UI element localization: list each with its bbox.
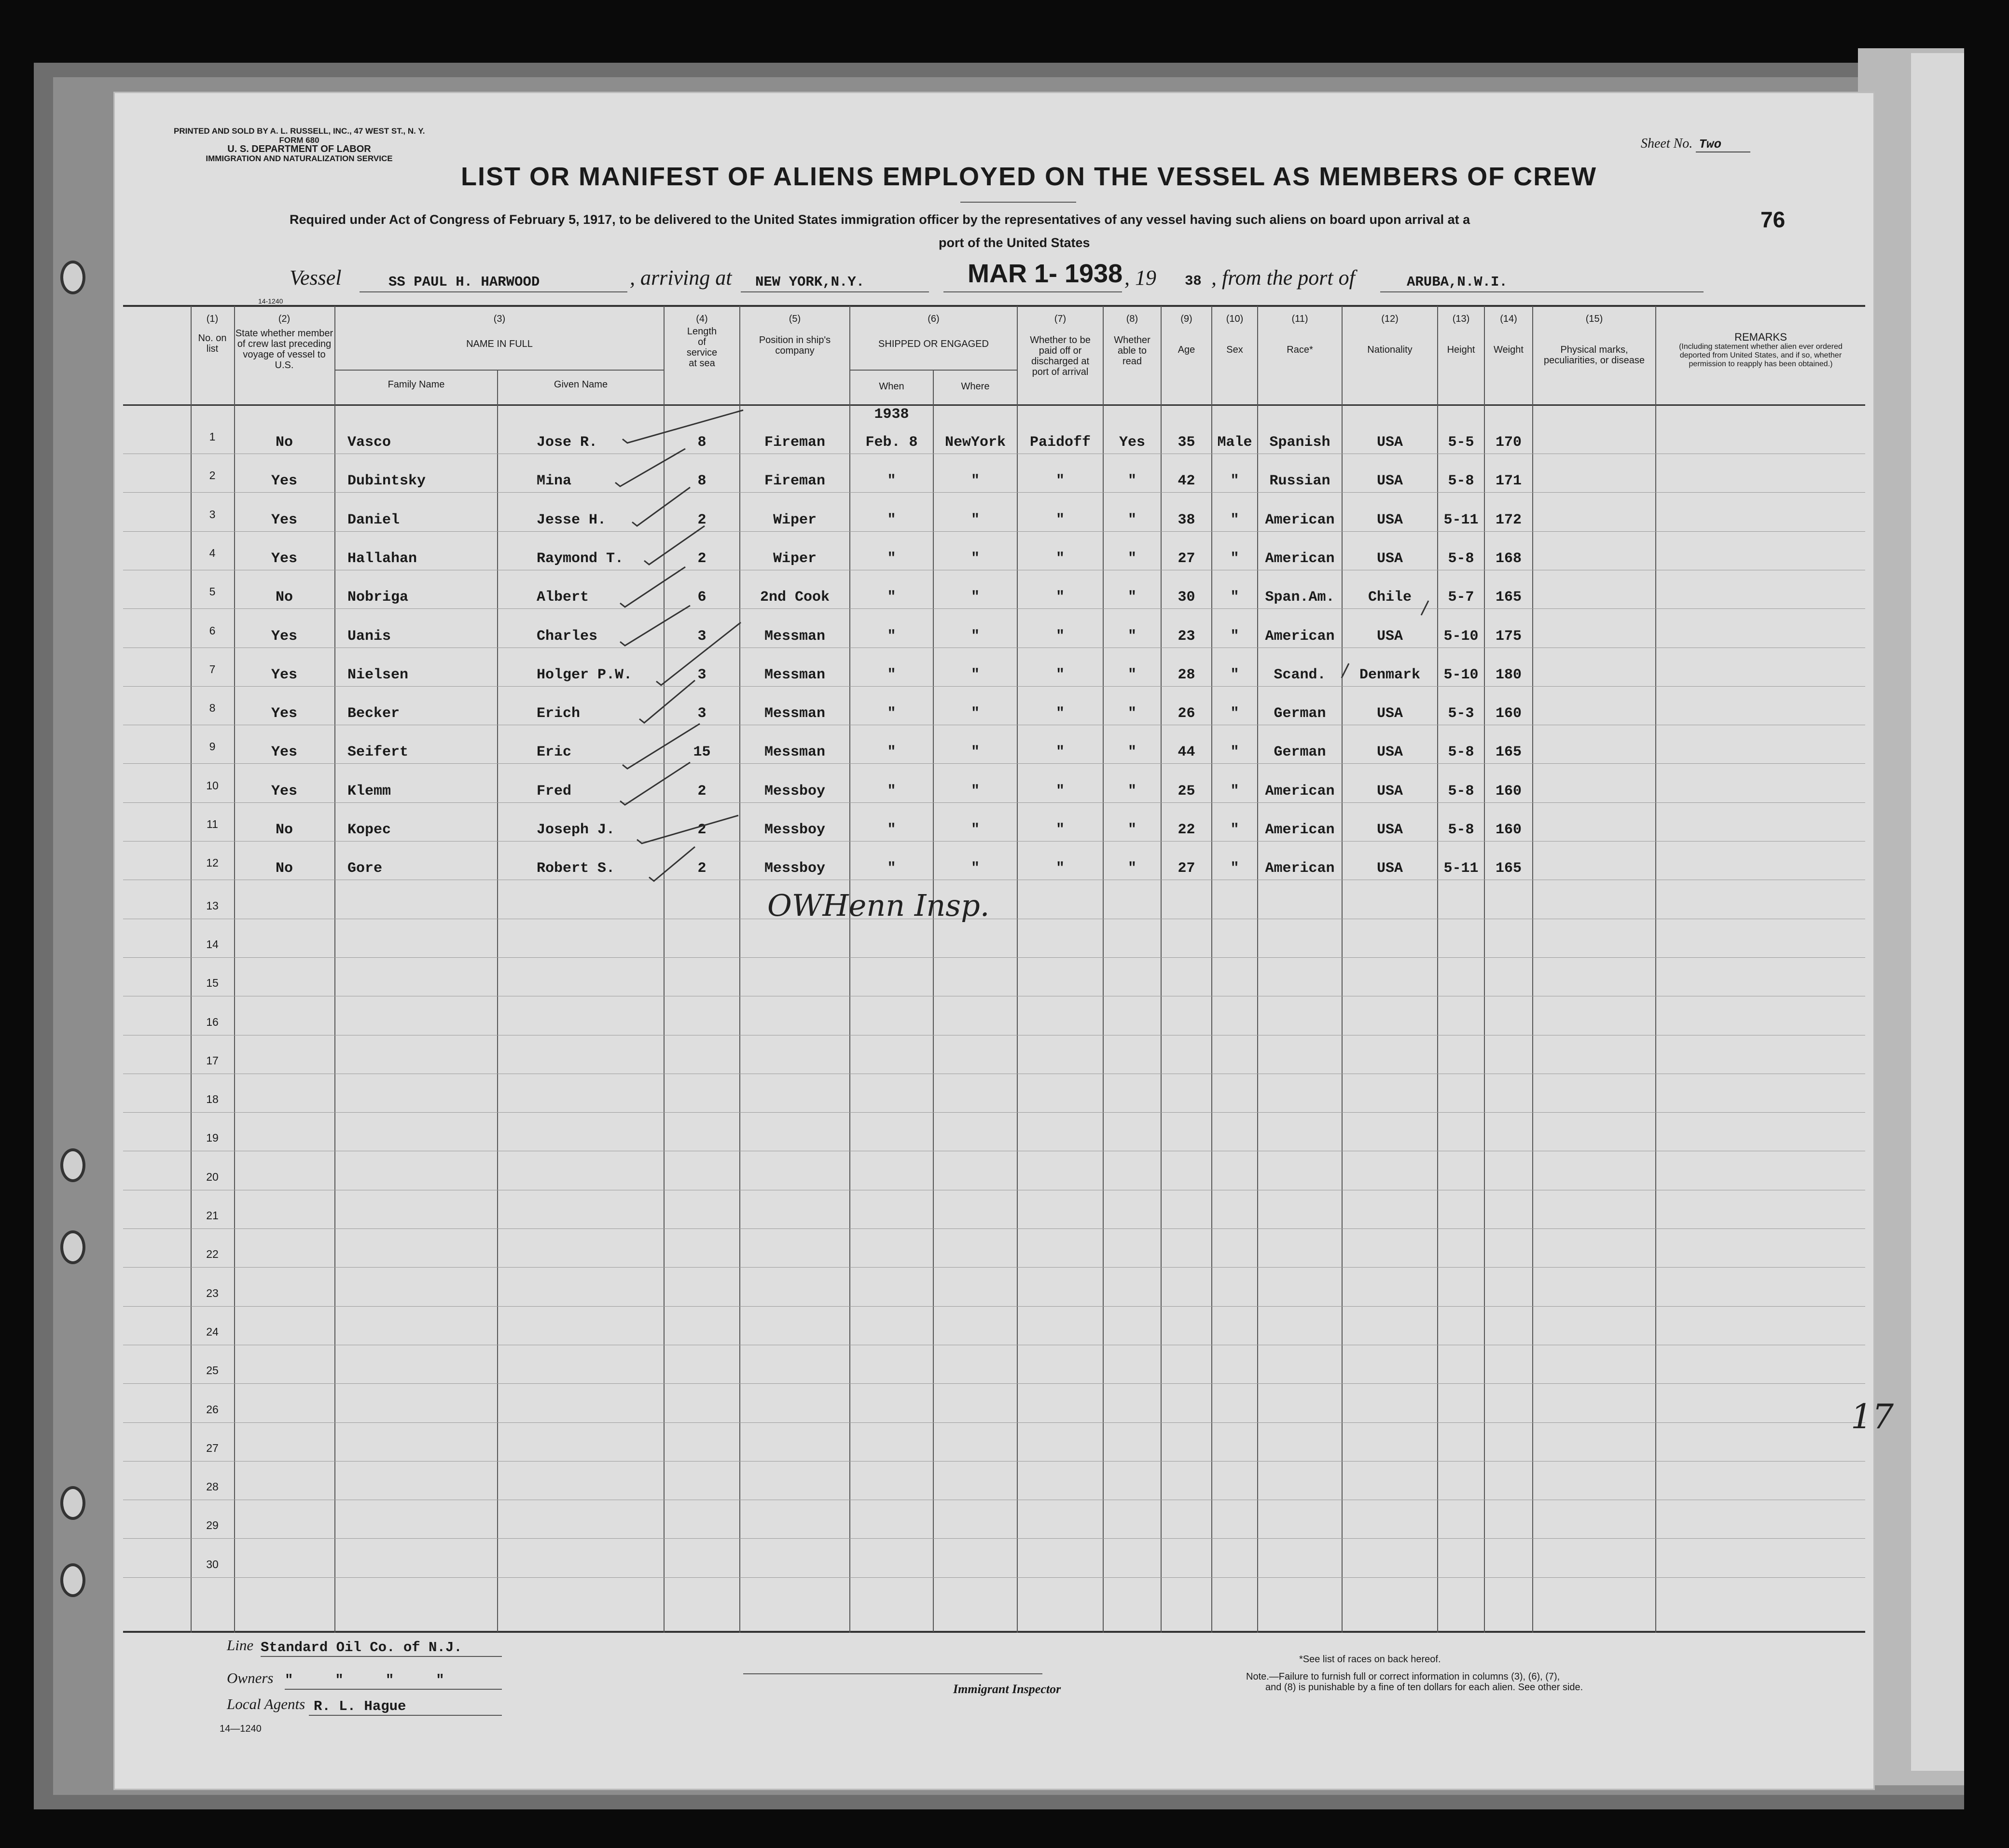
row-number: 15 bbox=[206, 977, 219, 989]
cell-service: 2 bbox=[697, 551, 707, 567]
cell-when: " bbox=[887, 744, 896, 760]
cell-read: " bbox=[1127, 512, 1136, 528]
cell-height: 5-10 bbox=[1443, 667, 1479, 683]
agents-value: R. L. Hague bbox=[314, 1698, 406, 1714]
cell-age: 25 bbox=[1178, 783, 1195, 800]
cell-when: " bbox=[887, 783, 896, 800]
col-header-given-name: Given Name bbox=[554, 379, 608, 390]
cell-nationality: USA bbox=[1376, 744, 1403, 760]
cell-given: Jesse H. bbox=[537, 512, 607, 528]
cell-service: 3 bbox=[697, 667, 707, 683]
cell-nationality: USA bbox=[1376, 822, 1403, 838]
cell-age: 28 bbox=[1178, 667, 1195, 683]
cell-age: 35 bbox=[1178, 434, 1195, 451]
cell-height: 5-11 bbox=[1443, 860, 1479, 877]
cell-height: 5-8 bbox=[1448, 473, 1474, 489]
cell-paid: " bbox=[1055, 628, 1065, 645]
cell-no: 11 bbox=[207, 818, 218, 830]
cell-given: Joseph J. bbox=[537, 822, 615, 838]
cell-where: " bbox=[970, 705, 980, 722]
col-header-family-name: Family Name bbox=[388, 379, 445, 390]
col-header-where: Where bbox=[961, 381, 990, 392]
cell-read: " bbox=[1127, 589, 1136, 606]
cell-nationality: USA bbox=[1376, 705, 1403, 722]
cell-read: Yes bbox=[1119, 434, 1145, 451]
cell-race: American bbox=[1265, 551, 1335, 567]
cell-where: " bbox=[970, 589, 980, 606]
cell-weight: 165 bbox=[1495, 744, 1522, 760]
col-header-7: (7) Whether to be paid off or discharged at port of arrival bbox=[1030, 314, 1091, 377]
owners-value: " " " " bbox=[285, 1672, 444, 1688]
shipped-year-note: 1938 bbox=[874, 406, 909, 423]
year-value: 38 bbox=[1185, 273, 1202, 289]
cell-position: Messboy bbox=[764, 783, 826, 800]
cell-height: 5-5 bbox=[1448, 434, 1474, 451]
cell-read: " bbox=[1127, 551, 1136, 567]
cell-service: 2 bbox=[697, 512, 707, 528]
cell-family: Kopec bbox=[347, 822, 391, 838]
cell-position: Wiper bbox=[773, 551, 817, 567]
cell-given: Mina bbox=[537, 473, 572, 489]
cell-sex: " bbox=[1230, 783, 1239, 800]
col-header-6: (6) SHIPPED OR ENGAGED bbox=[878, 314, 989, 349]
cell-service: 2 bbox=[697, 822, 707, 838]
cell-family: Klemm bbox=[347, 783, 391, 800]
cell-height: 5-8 bbox=[1448, 822, 1474, 838]
cell-age: 27 bbox=[1178, 860, 1195, 877]
cell-where: " bbox=[970, 628, 980, 645]
row-number: 24 bbox=[206, 1325, 219, 1338]
form-code-top: 14-1240 bbox=[258, 297, 283, 305]
row-number: 27 bbox=[206, 1442, 219, 1454]
date-stamp: MAR 1- 1938 bbox=[968, 259, 1123, 288]
cell-prev: No bbox=[275, 434, 293, 451]
cell-given: Albert bbox=[537, 589, 589, 606]
cell-weight: 160 bbox=[1495, 783, 1522, 800]
cell-no: 10 bbox=[206, 779, 219, 792]
departure-port: ARUBA,N.W.I. bbox=[1407, 274, 1508, 290]
cell-where: " bbox=[970, 512, 980, 528]
col-header-2: (2) State whether member of crew last preceding voyage of vessel to U.S. bbox=[235, 314, 333, 371]
cell-prev: Yes bbox=[271, 628, 297, 645]
row-number: 23 bbox=[206, 1287, 219, 1299]
owners-label: Owners bbox=[227, 1669, 274, 1686]
cell-service: 8 bbox=[697, 434, 707, 451]
cell-prev: Yes bbox=[271, 783, 297, 800]
cell-when: " bbox=[887, 512, 896, 528]
cell-read: " bbox=[1127, 667, 1136, 683]
cell-weight: 170 bbox=[1495, 434, 1522, 451]
form-code: 14—1240 bbox=[220, 1724, 262, 1734]
cell-family: Gore bbox=[347, 860, 383, 877]
cell-height: 5-10 bbox=[1443, 628, 1479, 645]
from-port-label: , from the port of bbox=[1211, 266, 1355, 290]
cell-family: Seifert bbox=[347, 744, 409, 760]
cell-age: 44 bbox=[1178, 744, 1195, 760]
col-header-15: (15) Physical marks, peculiarities, or disease bbox=[1544, 314, 1645, 366]
cell-sex: " bbox=[1230, 589, 1239, 606]
page-number: 76 bbox=[1760, 207, 1786, 232]
cell-height: 5-3 bbox=[1448, 705, 1474, 722]
col-header-9: (9) Age bbox=[1178, 314, 1195, 355]
cell-no: 4 bbox=[209, 547, 216, 559]
cell-service: 3 bbox=[697, 705, 707, 722]
cell-weight: 160 bbox=[1495, 822, 1522, 838]
cell-given: Fred bbox=[537, 783, 572, 800]
cell-prev: Yes bbox=[271, 667, 297, 683]
cell-prev: No bbox=[275, 589, 293, 606]
col-header-3: (3) NAME IN FULL bbox=[466, 314, 533, 349]
cell-where: " bbox=[970, 860, 980, 877]
col-header-5: (5) Position in ship's company bbox=[759, 314, 831, 356]
cell-sex: " bbox=[1230, 628, 1239, 645]
vessel-name: SS PAUL H. HARWOOD bbox=[388, 274, 540, 290]
cell-family: Nielsen bbox=[347, 667, 409, 683]
cell-race: German bbox=[1274, 744, 1326, 760]
cell-paid: " bbox=[1055, 589, 1065, 606]
cell-sex: " bbox=[1230, 667, 1239, 683]
cell-read: " bbox=[1127, 628, 1136, 645]
cell-nationality: USA bbox=[1376, 860, 1403, 877]
cell-position: 2nd Cook bbox=[760, 589, 830, 606]
cell-nationality: Denmark bbox=[1359, 667, 1421, 683]
cell-position: Wiper bbox=[773, 512, 817, 528]
cell-read: " bbox=[1127, 744, 1136, 760]
cell-paid: " bbox=[1055, 705, 1065, 722]
cell-when: " bbox=[887, 473, 896, 489]
cell-where: " bbox=[970, 551, 980, 567]
cell-no: 9 bbox=[209, 740, 216, 753]
cell-given: Erich bbox=[537, 705, 581, 722]
cell-race: Spanish bbox=[1269, 434, 1330, 451]
cell-where: " bbox=[970, 822, 980, 838]
cell-prev: No bbox=[275, 822, 293, 838]
cell-position: Messman bbox=[764, 628, 826, 645]
sheet-number: Sheet No. Two bbox=[1641, 136, 1750, 152]
cell-age: 27 bbox=[1178, 551, 1195, 567]
row-number: 17 bbox=[206, 1054, 219, 1067]
cell-nationality: USA bbox=[1376, 434, 1403, 451]
cell-given: Robert S. bbox=[537, 860, 615, 877]
inspector-signature: OWHenn Insp. bbox=[767, 888, 990, 923]
row-number: 13 bbox=[206, 899, 219, 912]
cell-service: 8 bbox=[697, 473, 707, 489]
cell-position: Messman bbox=[764, 705, 826, 722]
cell-nationality: USA bbox=[1376, 628, 1403, 645]
cell-when: " bbox=[887, 860, 896, 877]
underline bbox=[309, 1715, 502, 1716]
vessel-label: Vessel bbox=[290, 266, 342, 290]
cell-race: American bbox=[1265, 628, 1335, 645]
cell-service: 6 bbox=[697, 589, 707, 606]
cell-nationality: USA bbox=[1376, 551, 1403, 567]
cell-where: NewYork bbox=[944, 434, 1006, 451]
cell-family: Uanis bbox=[347, 628, 391, 645]
cell-read: " bbox=[1127, 860, 1136, 877]
cell-race: Scand. bbox=[1274, 667, 1326, 683]
cell-sex: " bbox=[1230, 551, 1239, 567]
cell-paid: " bbox=[1055, 551, 1065, 567]
row-number: 26 bbox=[206, 1403, 219, 1416]
cell-race: American bbox=[1265, 512, 1335, 528]
margin-mark: 17 bbox=[1851, 1397, 1894, 1436]
cell-weight: 165 bbox=[1495, 589, 1522, 606]
cell-no: 8 bbox=[209, 702, 216, 714]
cell-prev: Yes bbox=[271, 705, 297, 722]
subtitle-line-2: port of the United States bbox=[939, 235, 1090, 250]
cell-paid: " bbox=[1055, 512, 1065, 528]
cell-race: American bbox=[1265, 822, 1335, 838]
col-header-11: (11) Race* bbox=[1287, 314, 1313, 355]
cell-when: " bbox=[887, 589, 896, 606]
cell-age: 38 bbox=[1178, 512, 1195, 528]
cell-nationality: USA bbox=[1376, 473, 1403, 489]
agents-label: Local Agents bbox=[227, 1696, 305, 1712]
cell-service: 15 bbox=[693, 744, 711, 760]
cell-paid: " bbox=[1055, 744, 1065, 760]
cell-family: Hallahan bbox=[347, 551, 417, 567]
cell-when: " bbox=[887, 705, 896, 722]
cell-weight: 165 bbox=[1495, 860, 1522, 877]
cell-no: 6 bbox=[209, 624, 216, 637]
cell-where: " bbox=[970, 783, 980, 800]
col-header-when: When bbox=[879, 381, 904, 392]
col-header-8: (8) Whether able to read bbox=[1114, 314, 1150, 367]
row-number: 14 bbox=[206, 938, 219, 951]
cell-height: 5-7 bbox=[1448, 589, 1474, 606]
cell-age: 42 bbox=[1178, 473, 1195, 489]
col-header-1: (1) No. on list bbox=[198, 314, 227, 354]
cell-nationality: Chile bbox=[1368, 589, 1412, 606]
cell-family: Vasco bbox=[347, 434, 391, 451]
cell-given: Eric bbox=[537, 744, 572, 760]
cell-sex: " bbox=[1230, 512, 1239, 528]
cell-when: " bbox=[887, 551, 896, 567]
col-header-4: (4) Length of service at sea bbox=[686, 314, 718, 369]
cell-sex: " bbox=[1230, 822, 1239, 838]
row-number: 25 bbox=[206, 1364, 219, 1377]
cell-height: 5-8 bbox=[1448, 783, 1474, 800]
cell-position: Messman bbox=[764, 744, 826, 760]
subtitle-line-1: Required under Act of Congress of February 5, 1917, to be delivered to the United States immigration officer by the representatives of any vessel having such aliens on board upon arrival at a bbox=[290, 212, 1470, 227]
cell-no: 5 bbox=[209, 585, 216, 598]
cell-weight: 171 bbox=[1495, 473, 1522, 489]
cell-race: American bbox=[1265, 783, 1335, 800]
arrival-port: NEW YORK,N.Y. bbox=[755, 274, 865, 290]
line-label: Line bbox=[227, 1637, 254, 1654]
cell-prev: Yes bbox=[271, 744, 297, 760]
cell-weight: 180 bbox=[1495, 667, 1522, 683]
row-number: 19 bbox=[206, 1131, 219, 1144]
cell-age: 22 bbox=[1178, 822, 1195, 838]
cell-paid: Paidoff bbox=[1029, 434, 1091, 451]
inspector-signature-line bbox=[743, 1673, 1042, 1674]
cell-position: Messman bbox=[764, 667, 826, 683]
cell-race: Russian bbox=[1269, 473, 1330, 489]
cell-service: 2 bbox=[697, 860, 707, 877]
printer-imprint: PRINTED AND SOLD BY A. L. RUSSELL, INC., 47 WEST ST., N. Y. FORM 680 U. S. DEPARTMENT OF LABOR IMMIGRATION AND NATURALIZATION SERVICE bbox=[174, 126, 425, 163]
row-number: 29 bbox=[206, 1519, 219, 1531]
cell-where: " bbox=[970, 744, 980, 760]
row-number: 21 bbox=[206, 1209, 219, 1222]
cell-when: " bbox=[887, 628, 896, 645]
cell-weight: 172 bbox=[1495, 512, 1522, 528]
inspector-label: Immigrant Inspector bbox=[953, 1682, 1061, 1696]
row-number: 30 bbox=[206, 1558, 219, 1571]
cell-nationality: USA bbox=[1376, 783, 1403, 800]
cell-read: " bbox=[1127, 705, 1136, 722]
cell-nationality: USA bbox=[1376, 512, 1403, 528]
cell-sex: " bbox=[1230, 744, 1239, 760]
cell-where: " bbox=[970, 473, 980, 489]
cell-race: German bbox=[1274, 705, 1326, 722]
col-header-12: (12) Nationality bbox=[1367, 314, 1413, 355]
col-header-remarks: REMARKS (Including statement whether alien ever ordered deported from United States, and if so, whether permission to reapply has been obtained.) bbox=[1679, 331, 1843, 368]
cell-when: " bbox=[887, 667, 896, 683]
col-header-10: (10) Sex bbox=[1226, 314, 1244, 355]
col-header-14: (14) Weight bbox=[1494, 314, 1524, 355]
cell-read: " bbox=[1127, 783, 1136, 800]
row-number: 28 bbox=[206, 1480, 219, 1493]
line-value: Standard Oil Co. of N.J. bbox=[261, 1640, 462, 1655]
cell-no: 12 bbox=[206, 856, 219, 869]
cell-given: Jose R. bbox=[537, 434, 598, 451]
cell-prev: Yes bbox=[271, 512, 297, 528]
cell-family: Dubintsky bbox=[347, 473, 426, 489]
cell-age: 23 bbox=[1178, 628, 1195, 645]
cell-given: Charles bbox=[537, 628, 598, 645]
cell-weight: 175 bbox=[1495, 628, 1522, 645]
cell-age: 30 bbox=[1178, 589, 1195, 606]
cell-no: 3 bbox=[209, 508, 216, 521]
cell-paid: " bbox=[1055, 822, 1065, 838]
cell-position: Messboy bbox=[764, 860, 826, 877]
cell-paid: " bbox=[1055, 783, 1065, 800]
cell-height: 5-8 bbox=[1448, 744, 1474, 760]
cell-height: 5-11 bbox=[1443, 512, 1479, 528]
cell-race: Span.Am. bbox=[1265, 589, 1335, 606]
cell-where: " bbox=[970, 667, 980, 683]
col-header-13: (13) Height bbox=[1447, 314, 1475, 355]
races-note: *See list of races on back hereof. bbox=[1299, 1654, 1441, 1665]
row-number: 20 bbox=[206, 1171, 219, 1183]
cell-given: Raymond T. bbox=[537, 551, 624, 567]
cell-prev: Yes bbox=[271, 551, 297, 567]
cell-read: " bbox=[1127, 473, 1136, 489]
cell-when: Feb. 8 bbox=[865, 434, 918, 451]
page-title: LIST OR MANIFEST OF ALIENS EMPLOYED ON THE VESSEL AS MEMBERS OF CREW bbox=[461, 162, 1597, 191]
cell-weight: 168 bbox=[1495, 551, 1522, 567]
row-number: 16 bbox=[206, 1016, 219, 1028]
cell-family: Daniel bbox=[347, 512, 400, 528]
cell-family: Nobriga bbox=[347, 589, 409, 606]
cell-sex: " bbox=[1230, 705, 1239, 722]
arriving-label: , arriving at bbox=[630, 266, 732, 290]
underline bbox=[285, 1689, 502, 1690]
cell-prev: Yes bbox=[271, 473, 297, 489]
row-number: 22 bbox=[206, 1248, 219, 1260]
cell-sex: " bbox=[1230, 473, 1239, 489]
cell-family: Becker bbox=[347, 705, 400, 722]
cell-height: 5-8 bbox=[1448, 551, 1474, 567]
year-label: , 19 bbox=[1124, 266, 1156, 290]
underline bbox=[261, 1656, 502, 1657]
cell-given: Holger P.W. bbox=[537, 667, 633, 683]
cell-position: Fireman bbox=[764, 434, 826, 451]
cell-race: American bbox=[1265, 860, 1335, 877]
cell-weight: 160 bbox=[1495, 705, 1522, 722]
fine-note: Note.—Failure to furnish full or correct information in columns (3), (6), (7), and (8) is punishable by a fine of ten dollars for each alien. See other side. bbox=[1246, 1671, 1583, 1693]
cell-position: Messboy bbox=[764, 822, 826, 838]
cell-read: " bbox=[1127, 822, 1136, 838]
cell-no: 7 bbox=[209, 663, 216, 676]
cell-position: Fireman bbox=[764, 473, 826, 489]
cell-prev: No bbox=[275, 860, 293, 877]
cell-no: 1 bbox=[209, 430, 216, 443]
cell-service: 2 bbox=[697, 783, 707, 800]
cell-when: " bbox=[887, 822, 896, 838]
cell-paid: " bbox=[1055, 860, 1065, 877]
cell-no: 2 bbox=[209, 469, 216, 482]
cell-sex: Male bbox=[1217, 434, 1252, 451]
row-number: 18 bbox=[206, 1093, 219, 1105]
cell-sex: " bbox=[1230, 860, 1239, 877]
cell-paid: " bbox=[1055, 667, 1065, 683]
cell-service: 3 bbox=[697, 628, 707, 645]
cell-age: 26 bbox=[1178, 705, 1195, 722]
cell-paid: " bbox=[1055, 473, 1065, 489]
